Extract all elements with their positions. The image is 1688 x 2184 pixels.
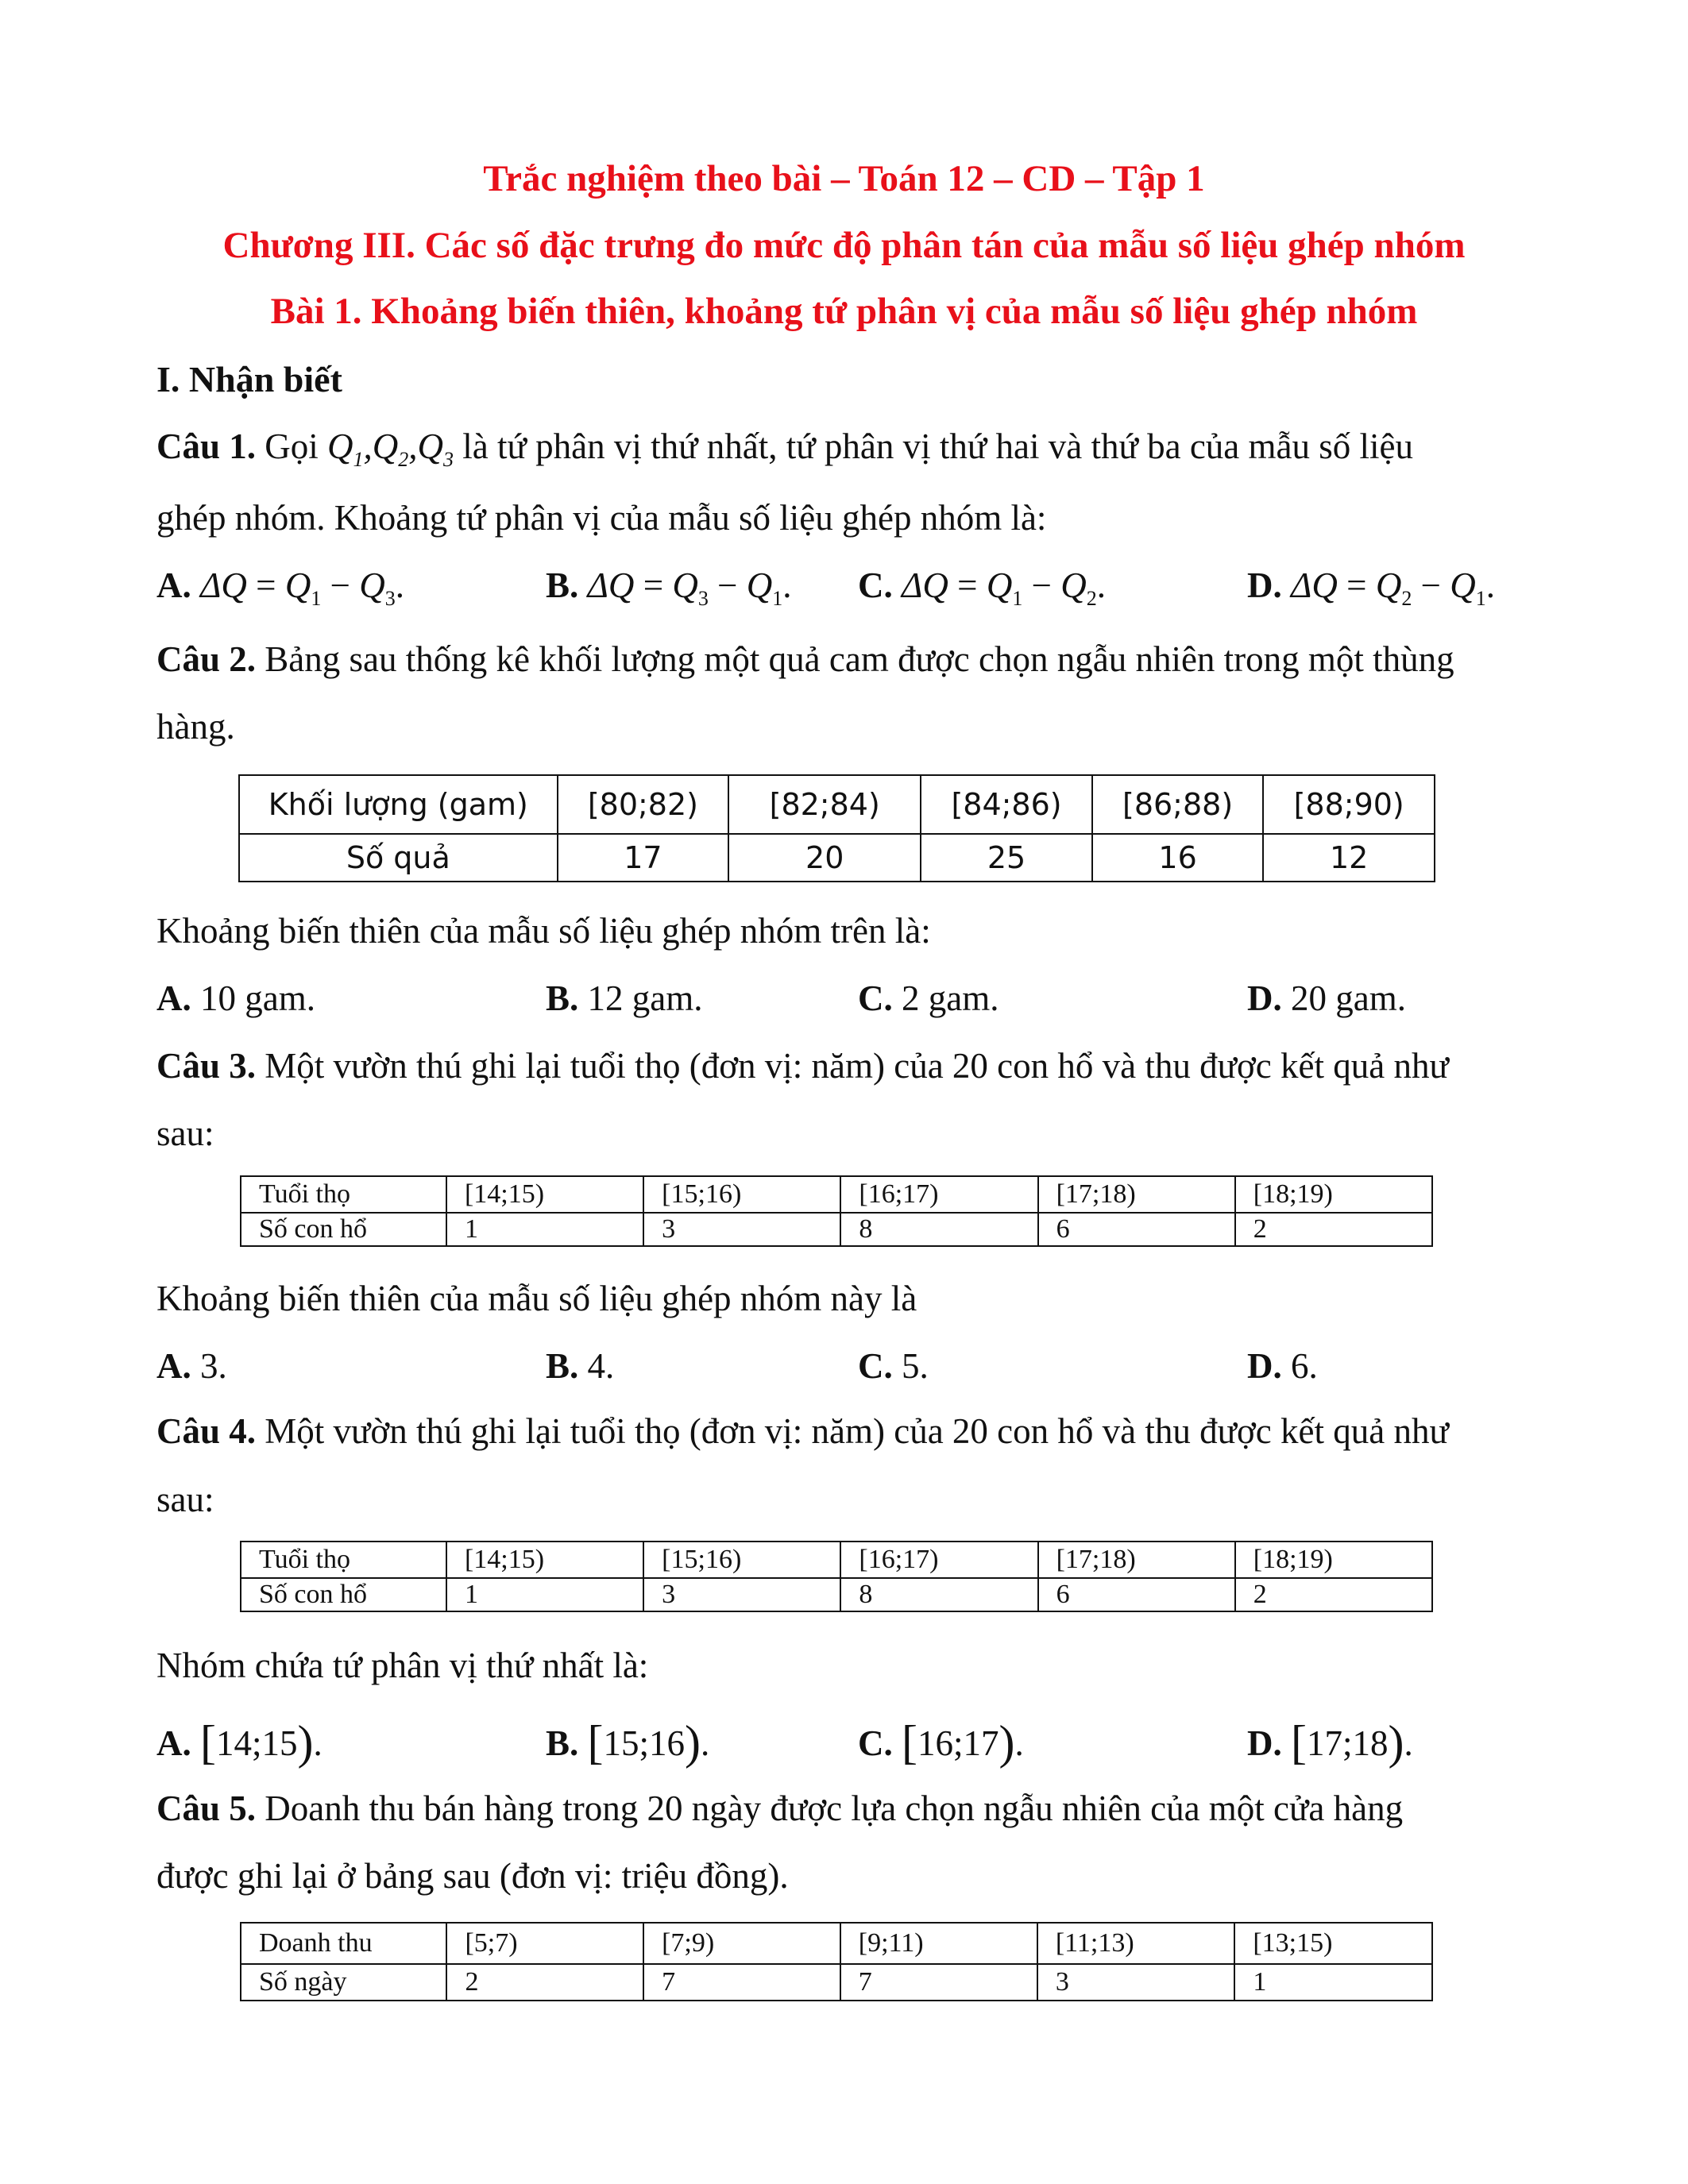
q5-text-line2: được ghi lại ở bảng sau (đơn vị: triệu đồng). [156, 1856, 789, 1896]
q1-option-d: D. $\Delta Q = Q_2 - Q_1$. [1247, 565, 1495, 610]
q4-question: Nhóm chứa tứ phân vị thứ nhất là: [156, 1646, 649, 1685]
q4-text-line2: sau: [156, 1480, 214, 1519]
q1-label: Câu 1. [156, 426, 257, 466]
q1-text [156, 426, 1413, 471]
doc-title: Trắc nghiệm theo bài – Toán 12 – CD – Tập 1 [483, 158, 1205, 199]
q3-option-b: B. 4. [546, 1346, 615, 1386]
q5-label: Câu 5. [156, 1788, 257, 1828]
q3-text-line2: sau: [156, 1113, 214, 1153]
q2-table [238, 774, 1435, 882]
q4-label: Câu 4. [156, 1411, 257, 1451]
q2-option-b: B. 12 gam. [546, 978, 703, 1018]
q2-text-line2: hàng. [156, 707, 235, 747]
q3-option-c: C. 5. [858, 1346, 929, 1386]
q1-option-a: A. $\Delta Q = Q_1 - Q_3$. [156, 565, 404, 610]
q2-question: Khoảng biến thiên của mẫu số liệu ghép nhóm trên là: [156, 911, 931, 951]
q1-quartiles: $Q_1,Q_2,Q_3$ [327, 426, 454, 471]
q2-text: Câu 2. Bảng sau thống kê khối lượng một quả cam được chọn ngẫu nhiên trong một thùng [156, 639, 1454, 679]
q4-text: Câu 4. Một vườn thú ghi lại tuổi thọ (đơn vị: năm) của 20 con hổ và thu được kết quả như [156, 1411, 1449, 1451]
q1-text-b: là tứ phân vị thứ nhất, tứ phân vị thứ hai và thứ ba của mẫu số liệu [462, 426, 1413, 466]
q1-option-c: C. $\Delta Q = Q_1 - Q_2$. [858, 565, 1106, 610]
table-row: Số con hổ 1 3 8 6 2 [241, 1578, 1432, 1611]
chapter-title: Chương III. Các số đặc trưng đo mức độ phân tán của mẫu số liệu ghép nhóm [222, 225, 1466, 266]
table-row: Số con hổ 1 3 8 6 2 [241, 1213, 1432, 1246]
q1-text-line2: ghép nhóm. Khoảng tứ phân vị của mẫu số liệu ghép nhóm là: [156, 498, 1047, 538]
q3-table [240, 1175, 1433, 1247]
q2-option-a: A. 10 gam. [156, 978, 315, 1018]
table-row: Số ngày 2 7 7 3 1 [241, 1964, 1432, 2001]
q5-text: Câu 5. Doanh thu bán hàng trong 20 ngày được lựa chọn ngẫu nhiên của một cửa hàng [156, 1788, 1404, 1828]
q4-option-d: D. [17;18). [1247, 1716, 1413, 1769]
q3-text: Câu 3. Một vườn thú ghi lại tuổi thọ (đơn vị: năm) của 20 con hổ và thu được kết quả như [156, 1046, 1449, 1086]
section-heading: I. Nhận biết [156, 359, 342, 399]
q2-option-c: C. 2 gam. [858, 978, 999, 1018]
q4-option-b: B. [15;16). [546, 1716, 710, 1769]
q3-option-d: D. 6. [1247, 1346, 1318, 1386]
q3-label: Câu 3. [156, 1046, 257, 1086]
q1-option-b: B. $\Delta Q = Q_3 - Q_1$. [546, 565, 792, 610]
q3-option-a: A. 3. [156, 1346, 227, 1386]
table-row: Tuổi thọ [14;15) [15;16) [16;17) [17;18) [18;19) [241, 1176, 1432, 1213]
q4-option-c: C. [16;17). [858, 1716, 1024, 1769]
lesson-title: Bài 1. Khoảng biến thiên, khoảng tứ phân vị của mẫu số liệu ghép nhóm [270, 291, 1418, 332]
q4-option-a: A. [14;15). [156, 1716, 323, 1769]
q4-table [240, 1541, 1433, 1612]
q5-table [240, 1922, 1433, 2001]
table-row: Số quả 17 20 25 16 12 [239, 834, 1435, 882]
q1-text-a: Gọi [265, 426, 319, 466]
q2-option-d: D. 20 gam. [1247, 978, 1406, 1018]
table-row: Tuổi thọ [14;15) [15;16) [16;17) [17;18) [18;19) [241, 1542, 1432, 1578]
q2-label: Câu 2. [156, 639, 257, 679]
q3-question: Khoảng biến thiên của mẫu số liệu ghép nhóm này là [156, 1279, 917, 1318]
table-row: Doanh thu [5;7) [7;9) [9;11) [11;13) [13;15) [241, 1923, 1432, 1964]
table-row: Khối lượng (gam) [80;82) [82;84) [84;86) [86;88) [88;90) [239, 775, 1435, 834]
